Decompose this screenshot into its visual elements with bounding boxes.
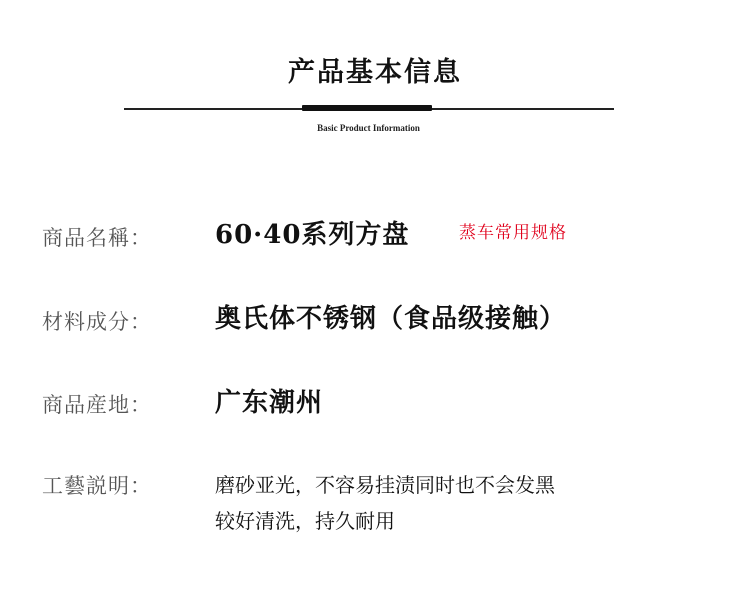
process-label: 工藝説明：: [42, 474, 152, 498]
product-name-label: 商品名稱：: [42, 226, 152, 250]
product-name-value: 60·40系列方盘: [215, 220, 410, 250]
material-label: 材料成分：: [42, 310, 152, 334]
page-subtitle: Basic Product Information: [317, 123, 420, 133]
origin-value: 广东潮州: [215, 388, 324, 418]
process-value: [215, 467, 675, 539]
process-line-2: 较好清洗，持久耐用: [215, 509, 395, 533]
page-title: 产品基本信息: [288, 57, 462, 88]
origin-label: 商品産地：: [42, 393, 152, 417]
spec-badge: 蒸车常用规格: [459, 223, 567, 243]
material-value: 奥氏体不锈钢（食品级接触）: [215, 304, 567, 334]
title-divider-accent: [302, 105, 432, 111]
process-line-1: 磨砂亚光，不容易挂渍同时也不会发黑: [215, 473, 555, 497]
